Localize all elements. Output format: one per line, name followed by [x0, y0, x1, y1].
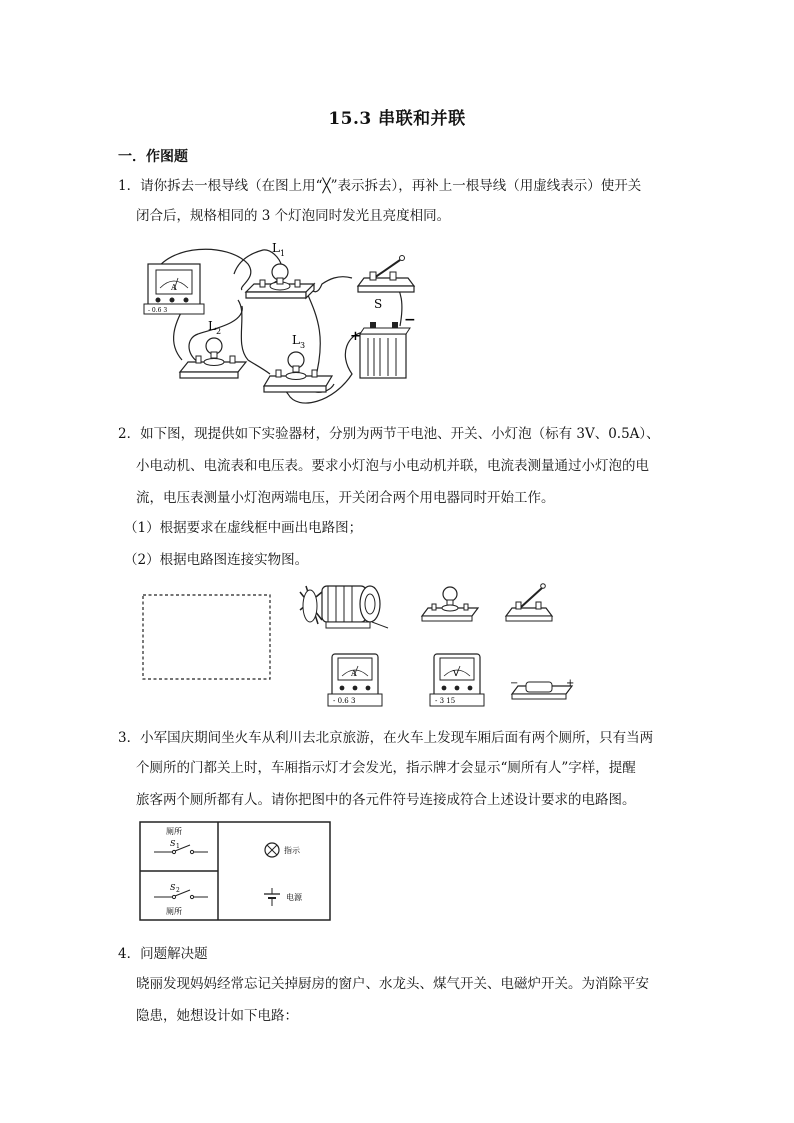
q1-circuit-figure	[138, 234, 428, 414]
q1-battery-plus: +	[350, 329, 361, 344]
q2-ammeter-label: A	[351, 669, 357, 678]
q2-switch-icon	[506, 584, 552, 621]
q1-ammeter-scale: - 0.6 3	[148, 307, 168, 314]
q3-s2-sub: 2	[176, 887, 180, 894]
q1-l3-label: L	[292, 333, 300, 347]
q1-switch-label: S	[374, 297, 383, 311]
section-heading: 一．作图题	[118, 149, 188, 165]
q3-indicator-label: 指示	[284, 846, 300, 855]
q1-bulb-l2-icon	[180, 319, 246, 378]
q2-bulb-icon	[422, 587, 478, 621]
q2-voltmeter-icon	[430, 654, 484, 706]
q2-motor-icon	[300, 586, 388, 628]
q1-ammeter-icon	[144, 264, 204, 314]
q1-l1-label: L	[272, 241, 280, 255]
q2-line-2: 小电动机、电流表和电压表。要求小灯泡与小电动机并联，电流表测量通过小灯泡的电	[136, 458, 649, 474]
q3-s2-label: S	[170, 883, 176, 892]
q2-battery-plus: +	[566, 678, 575, 689]
q3-line-1: 3．小军国庆期间坐火车从利川去北京旅游，在火车上发现车厢后面有两个厕所，只有当两	[118, 730, 654, 746]
q1-l1-sub: 1	[280, 249, 286, 258]
q4-line-1: 晓丽发现妈妈经常忘记关掉厨房的窗户、水龙头、煤气开关、电磁炉开关。为消除平安	[136, 976, 649, 992]
q2-voltmeter-scale: - 3 15	[435, 697, 456, 705]
q3-toilet1-label: 厕所	[166, 827, 182, 836]
q3-s1-label: S	[170, 839, 176, 848]
q2-answer-box	[140, 592, 274, 684]
q2-sub-2: （2）根据电路图连接实物图。	[124, 552, 309, 568]
page-title: 15.3 串联和并联	[328, 109, 466, 129]
q1-line-1: 1．请你拆去一根导线（在图上用“╳”表示拆去），再补上一根导线（用虚线表示）使开关	[118, 178, 642, 194]
q1-battery-minus: −	[404, 312, 416, 328]
q2-line-1: 2．如下图，现提供如下实验器材，分别为两节干电池、开关、小灯泡（标有 3V、0.5A）、	[118, 426, 660, 442]
q2-sub-1: （1）根据要求在虚线框中画出电路图；	[124, 520, 363, 536]
q1-ammeter-label: A	[171, 283, 177, 292]
q1-switch-icon	[358, 256, 414, 312]
q1-l3-sub: 3	[300, 341, 306, 350]
q3-power-label: 电源	[286, 893, 302, 902]
q1-bulb-l1-icon	[246, 241, 314, 298]
q4-line-2: 隐患，她想设计如下电路：	[136, 1008, 298, 1024]
q1-l2-sub: 2	[216, 327, 222, 336]
q3-toilet2-label: 厕所	[166, 907, 182, 916]
q2-line-3: 流，电压表测量小灯泡两端电压，开关闭合两个用电器同时开始工作。	[136, 490, 555, 506]
q4-heading: 4．问题解决题	[118, 946, 208, 962]
q2-ammeter-scale: - 0.6 3	[333, 697, 356, 705]
q2-battery-minus: −	[510, 678, 519, 689]
q2-voltmeter-label: V	[453, 669, 459, 678]
q3-line-2: 个厕所的门都关上时，车厢指示灯才会发光，指示牌才会显示“厕所有人”字样，提醒	[136, 760, 636, 776]
q1-l2-label: L	[208, 319, 216, 333]
q2-equipment-figure	[296, 572, 586, 712]
q1-bulb-l3-icon	[264, 333, 332, 392]
q2-ammeter-icon	[328, 654, 382, 706]
q3-line-3: 旅客两个厕所都有人。请你把图中的各元件符号连接成符合上述设计要求的电路图。	[136, 792, 636, 808]
q3-circuit-figure	[138, 820, 334, 924]
q2-battery-icon	[510, 678, 574, 699]
q1-battery-icon	[350, 312, 416, 378]
q1-line-2: 闭合后，规格相同的 3 个灯泡同时发光且亮度相同。	[136, 208, 451, 224]
q3-s1-sub: 1	[176, 843, 180, 850]
